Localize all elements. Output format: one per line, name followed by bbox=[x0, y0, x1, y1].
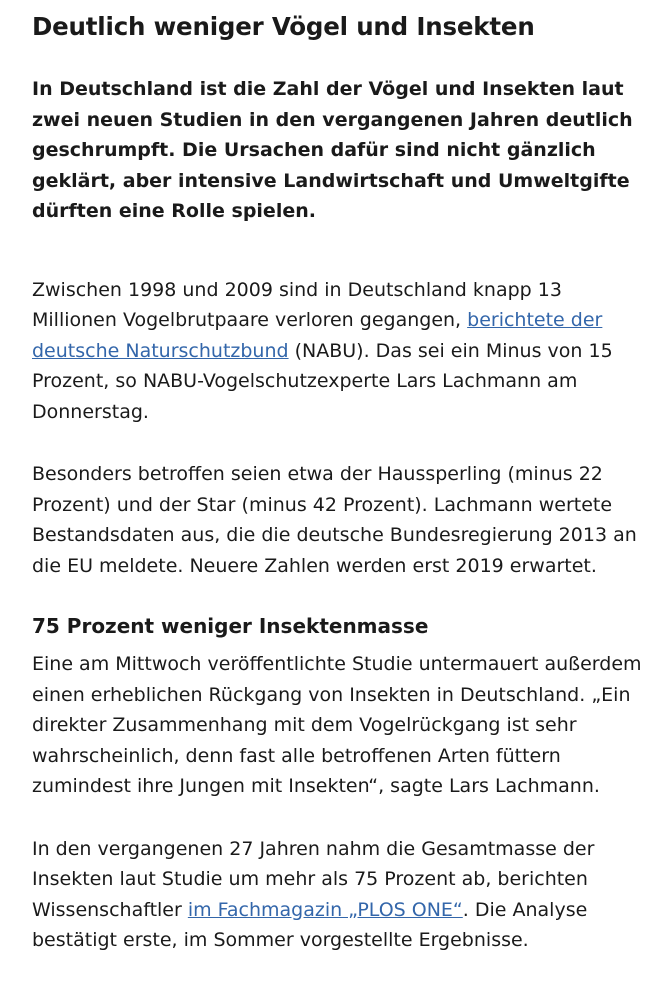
paragraph-text: In den vergangenen 27 Jahren nahm die Gesamtmasse der Insekten laut Studie um mehr als 75 Prozent ab, berichten Wissenschaftler bbox=[32, 837, 595, 921]
paragraph-nabu bbox=[32, 275, 647, 428]
paragraph-plos-one bbox=[32, 834, 647, 956]
paragraph-text: Zwischen 1998 und 2009 sind in Deutschland knapp 13 Millionen Vogelbrutpaare verloren gegangen, bbox=[32, 278, 562, 331]
nabu-link[interactable]: berichtete der deutsche Naturschutzbund bbox=[32, 309, 603, 362]
paragraph-text: (NABU). Das sei ein Minus von 15 Prozent, so NABU-Vogelschutzexperte Lars Lachmann am Donnerstag. bbox=[32, 339, 613, 423]
paragraph-insect-study: Eine am Mittwoch veröffentlichte Studie untermauert außerdem einen erheblichen Rückgang von Insekten in Deutschland. „Ein direkter Zusammenhang mit dem Vogelrückgang ist sehr wahrscheinlich, denn fast alle betroffenen Arten füttern zumindest ihre Jungen mit Insekten“, sagte Lars Lachmann. bbox=[32, 653, 642, 797]
paragraph-text: . Die Analyse bestätigt erste, im Sommer vorgestellte Ergebnisse. bbox=[32, 898, 588, 951]
section-subheading: 75 Prozent weniger Insektenmasse bbox=[32, 614, 429, 638]
paragraph-species: Besonders betroffen seien etwa der Haussperling (minus 22 Prozent) und der Star (minus 42 Prozent). Lachmann wertete Bestandsdaten aus, die die deutsche Bundesregierung 2013 an die EU meldete. Neuere Zahlen werden erst 2019 erwartet. bbox=[32, 463, 637, 577]
article-headline: Deutlich weniger Vögel und Insekten bbox=[32, 12, 535, 41]
article-lead: In Deutschland ist die Zahl der Vögel und Insekten laut zwei neuen Studien in den vergangenen Jahren deutlich geschrumpft. Die Ursachen dafür sind nicht gänzlich geklärt, aber intensive Landwirtschaft und Umweltgifte dürften eine Rolle spielen. bbox=[32, 78, 633, 222]
plos-one-link[interactable]: im Fachmagazin „PLOS ONE“ bbox=[187, 898, 463, 921]
